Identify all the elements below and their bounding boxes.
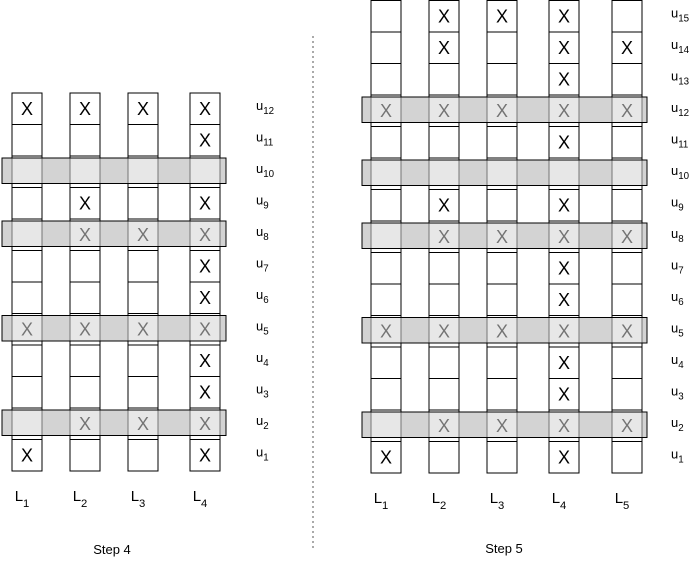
x-mark-L4-u9: X (198, 193, 212, 214)
x-mark-L4-u7: X (557, 258, 571, 279)
highlight-band-overlay-u2 (2, 410, 226, 436)
row-label-u1-base: u (671, 446, 679, 462)
row-label-u1 (671, 446, 684, 465)
x-mark-L4-u3: X (557, 384, 571, 405)
column-label-L4-base: L (551, 490, 561, 507)
column-label-L4 (552, 490, 567, 512)
row-label-u1-base: u (256, 444, 264, 460)
row-label-u6-base: u (671, 288, 679, 304)
row-label-u4-base: u (671, 351, 679, 367)
row-label-u6 (256, 287, 269, 306)
column-label-L3-subscript: 3 (498, 500, 505, 512)
x-mark-L1-u1: X (379, 447, 393, 468)
row-label-u10-base: u (671, 162, 679, 178)
row-label-u3-subscript: 3 (678, 391, 684, 403)
row-label-u5 (671, 320, 684, 339)
row-label-u11-subscript: 11 (263, 137, 274, 149)
row-label-u15-base: u (671, 5, 679, 21)
cell-L2-u7 (70, 251, 100, 283)
row-label-u4 (256, 350, 269, 369)
cell-L3-u11 (487, 127, 517, 159)
cell-L1-u11 (371, 127, 401, 159)
step-label: Step 5 (485, 541, 523, 556)
cell-L5-u7 (612, 253, 642, 285)
column-label-L1-base: L (14, 488, 24, 505)
cell-L2-u6 (429, 284, 459, 316)
cell-L5-u11 (612, 127, 642, 159)
row-label-u10-subscript: 10 (263, 168, 275, 180)
cell-L2-u7 (429, 253, 459, 285)
cell-L2-u4 (70, 345, 100, 377)
column-label-L3-base: L (130, 488, 140, 505)
column-label-L2-base: L (431, 490, 441, 507)
row-label-u13-subscript: 13 (678, 76, 690, 88)
cell-L2-u13 (429, 64, 459, 96)
column-label-L3-subscript: 3 (139, 498, 146, 510)
row-label-u9-base: u (256, 192, 264, 208)
highlight-band-overlay-u5 (362, 318, 647, 344)
highlight-band-overlay-u8 (362, 223, 647, 249)
row-label-u9-base: u (671, 194, 679, 210)
highlight-band-overlay-u8 (2, 221, 226, 247)
row-label-u11 (256, 129, 273, 148)
x-mark-L4-u3: X (198, 382, 212, 403)
row-label-u3 (256, 381, 269, 400)
row-label-u7-subscript: 7 (263, 263, 269, 275)
row-label-u8 (671, 226, 684, 245)
x-mark-L3-u12: X (136, 98, 150, 119)
row-label-u2-subscript: 2 (678, 422, 684, 434)
row-label-u8-subscript: 8 (678, 233, 684, 245)
row-label-u2-base: u (256, 412, 264, 428)
cell-L5-u1 (612, 442, 642, 474)
x-mark-L1-u12: X (20, 98, 34, 119)
cell-L1-u3 (12, 377, 42, 409)
row-label-u2 (671, 415, 684, 434)
x-mark-L4-u11: X (198, 130, 212, 151)
cell-L3-u7 (487, 253, 517, 285)
x-mark-L4-u1: X (557, 447, 571, 468)
column-label-L4-base: L (192, 488, 202, 505)
row-label-u11-base: u (671, 131, 679, 147)
x-mark-L4-u11: X (557, 132, 571, 153)
cell-L5-u15 (612, 1, 642, 33)
row-label-u11-base: u (256, 129, 264, 145)
cell-L3-u1 (128, 440, 158, 472)
column-label-L5-base: L (614, 490, 624, 507)
row-label-u9-subscript: 9 (263, 200, 269, 212)
x-mark-L4-u15: X (557, 6, 571, 27)
row-label-u1-subscript: 1 (678, 454, 684, 466)
column-label-L3 (131, 488, 146, 510)
cell-L5-u13 (612, 64, 642, 96)
column-label-L2 (73, 488, 88, 510)
row-label-u3 (671, 383, 684, 402)
cell-L3-u11 (128, 125, 158, 157)
column-label-L1-subscript: 1 (382, 500, 389, 512)
cell-L1-u9 (371, 190, 401, 222)
row-label-u7 (256, 255, 269, 274)
cell-L1-u11 (12, 125, 42, 157)
cell-L3-u7 (128, 251, 158, 283)
row-label-u5-base: u (671, 320, 679, 336)
cell-L1-u15 (371, 1, 401, 33)
column-label-L2 (432, 490, 447, 512)
column-label-L4-subscript: 4 (560, 500, 567, 512)
row-label-u5-subscript: 5 (678, 328, 684, 340)
row-label-u15-subscript: 15 (678, 13, 690, 25)
row-label-u8-subscript: 8 (263, 231, 269, 243)
cell-L2-u1 (70, 440, 100, 472)
row-label-u1-subscript: 1 (263, 452, 269, 464)
row-label-u8-base: u (256, 223, 264, 239)
row-label-u4-subscript: 4 (678, 359, 684, 371)
row-label-u9 (256, 192, 269, 211)
row-label-u11 (671, 131, 688, 150)
row-label-u2-subscript: 2 (263, 420, 269, 432)
cell-L2-u6 (70, 282, 100, 314)
cell-L3-u3 (487, 379, 517, 411)
highlight-band-overlay-u12 (362, 97, 647, 123)
column-label-L3 (490, 490, 505, 512)
cell-L3-u4 (128, 345, 158, 377)
cell-L5-u4 (612, 347, 642, 379)
row-label-u11-subscript: 11 (678, 139, 689, 151)
row-label-u4 (671, 352, 684, 371)
row-label-u14 (671, 37, 690, 56)
cell-L3-u9 (128, 188, 158, 220)
cell-L3-u14 (487, 32, 517, 64)
cell-L2-u1 (429, 442, 459, 474)
x-mark-L2-u9: X (78, 193, 92, 214)
row-label-u4-base: u (256, 349, 264, 365)
column-label-L1 (15, 488, 30, 510)
row-label-u15 (671, 5, 690, 24)
row-label-u9-subscript: 9 (678, 202, 684, 214)
cell-L3-u13 (487, 64, 517, 96)
cell-L5-u3 (612, 379, 642, 411)
column-label-L2-base: L (72, 488, 82, 505)
cell-L5-u6 (612, 284, 642, 316)
x-mark-L4-u9: X (557, 195, 571, 216)
row-label-u14-base: u (671, 36, 679, 52)
cell-L1-u7 (12, 251, 42, 283)
column-label-L4-subscript: 4 (201, 498, 208, 510)
cell-L3-u1 (487, 442, 517, 474)
row-label-u12-base: u (671, 99, 679, 115)
row-label-u6-base: u (256, 286, 264, 302)
cell-L5-u9 (612, 190, 642, 222)
cell-L1-u13 (371, 64, 401, 96)
cell-L1-u7 (371, 253, 401, 285)
column-label-L1-base: L (373, 490, 383, 507)
cell-L1-u14 (371, 32, 401, 64)
row-label-u13-base: u (671, 68, 679, 84)
highlight-band-overlay-u10 (362, 160, 647, 186)
cell-L1-u4 (371, 347, 401, 379)
cell-L2-u4 (429, 347, 459, 379)
x-mark-L3-u15: X (495, 6, 509, 27)
row-label-u3-base: u (671, 383, 679, 399)
column-label-L5 (615, 490, 630, 512)
row-label-u2-base: u (671, 414, 679, 430)
column-label-L1 (374, 490, 389, 512)
row-label-u8 (256, 224, 269, 243)
row-label-u10-subscript: 10 (678, 170, 690, 182)
x-mark-L4-u6: X (557, 289, 571, 310)
row-label-u7-subscript: 7 (678, 265, 684, 277)
column-label-L2-subscript: 2 (81, 498, 88, 510)
row-label-u4-subscript: 4 (263, 357, 269, 369)
cell-L3-u6 (128, 282, 158, 314)
highlight-band-overlay-u2 (362, 412, 647, 438)
row-label-u6 (671, 289, 684, 308)
row-label-u2 (256, 413, 269, 432)
x-mark-L5-u14: X (620, 37, 634, 58)
row-label-u5 (256, 318, 269, 337)
x-mark-L2-u12: X (78, 98, 92, 119)
row-label-u10 (671, 163, 690, 182)
x-mark-L2-u15: X (437, 6, 451, 27)
row-label-u7-base: u (671, 257, 679, 273)
step-label: Step 4 (93, 542, 131, 557)
row-label-u7 (671, 257, 684, 276)
x-mark-L4-u13: X (557, 69, 571, 90)
x-mark-L2-u9: X (437, 195, 451, 216)
row-label-u12 (256, 98, 274, 117)
cell-L1-u4 (12, 345, 42, 377)
x-mark-L2-u14: X (437, 37, 451, 58)
row-label-u12-subscript: 12 (678, 107, 690, 119)
row-label-u6-subscript: 6 (263, 294, 269, 306)
x-mark-L4-u14: X (557, 37, 571, 58)
row-label-u10-base: u (256, 160, 264, 176)
x-mark-L4-u1: X (198, 445, 212, 466)
row-label-u14-subscript: 14 (678, 44, 690, 56)
cell-L1-u6 (371, 284, 401, 316)
x-mark-L4-u4: X (557, 352, 571, 373)
cell-L1-u3 (371, 379, 401, 411)
cell-L1-u6 (12, 282, 42, 314)
row-label-u13 (671, 68, 689, 87)
cell-L3-u3 (128, 377, 158, 409)
row-label-u7-base: u (256, 255, 264, 271)
row-label-u5-base: u (256, 318, 264, 334)
x-mark-L1-u1: X (20, 445, 34, 466)
cell-L2-u11 (70, 125, 100, 157)
row-label-u3-subscript: 3 (263, 389, 269, 401)
column-label-L5-subscript: 5 (623, 500, 630, 512)
row-label-u6-subscript: 6 (678, 296, 684, 308)
cell-L1-u9 (12, 188, 42, 220)
step-4-panel (2, 93, 275, 557)
cell-L3-u9 (487, 190, 517, 222)
row-label-u8-base: u (671, 225, 679, 241)
column-label-L4 (193, 488, 208, 510)
row-label-u5-subscript: 5 (263, 326, 269, 338)
row-label-u9 (671, 194, 684, 213)
row-label-u3-base: u (256, 381, 264, 397)
cell-L2-u3 (429, 379, 459, 411)
cell-L3-u4 (487, 347, 517, 379)
row-label-u12-base: u (256, 97, 264, 113)
cell-L3-u6 (487, 284, 517, 316)
x-mark-L4-u7: X (198, 256, 212, 277)
highlight-band-overlay-u10 (2, 158, 226, 184)
x-mark-L4-u6: X (198, 287, 212, 308)
row-label-u10 (256, 161, 275, 180)
x-mark-L4-u12: X (198, 98, 212, 119)
step-5-panel (362, 1, 690, 557)
column-label-L1-subscript: 1 (23, 498, 30, 510)
row-label-u12 (671, 100, 689, 119)
column-label-L3-base: L (489, 490, 499, 507)
row-label-u1 (256, 444, 269, 463)
x-mark-L4-u4: X (198, 350, 212, 371)
cell-L2-u3 (70, 377, 100, 409)
row-label-u12-subscript: 12 (263, 105, 275, 117)
cell-L2-u11 (429, 127, 459, 159)
column-label-L2-subscript: 2 (440, 500, 447, 512)
highlight-band-overlay-u5 (2, 316, 226, 342)
